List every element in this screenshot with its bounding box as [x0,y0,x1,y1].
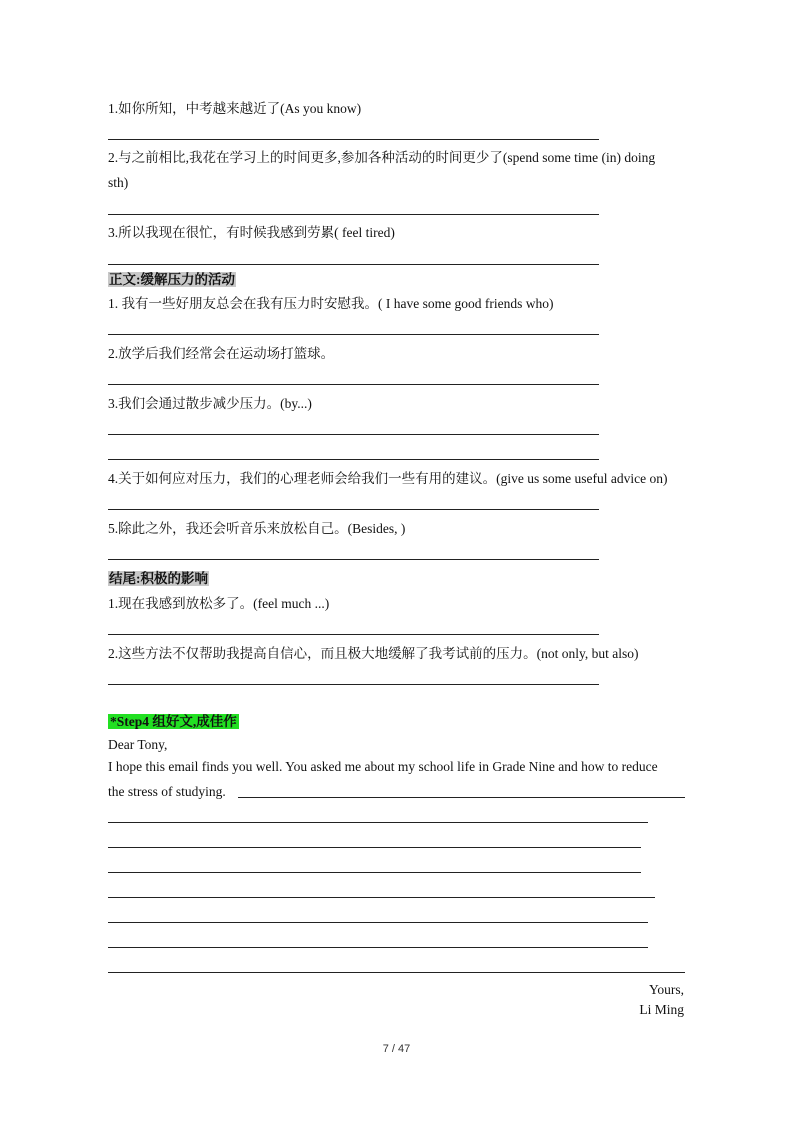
intro-item-3: 3.所以我现在很忙，有时候我感到劳累( feel tired) [108,225,395,240]
answer-line[interactable] [108,334,599,335]
letter-line-2: the stress of studying. [108,784,226,799]
letter-signature: Li Ming [639,1002,684,1017]
writing-line[interactable] [108,822,648,823]
writing-line[interactable] [108,872,641,873]
intro-item-2-cont: sth) [108,175,129,190]
body-item-4: 4.关于如何应对压力，我们的心理老师会给我们一些有用的建议。(give us some useful advice on) [108,471,668,486]
ending-item-2: 2.这些方法不仅帮助我提高自信心，而且极大地缓解了我考试前的压力。(not only, but also) [108,646,639,661]
body-item-1: 1. 我有一些好朋友总会在我有压力时安慰我。( I have some good friends who) [108,296,554,311]
writing-line[interactable] [238,797,685,798]
letter-greeting: Dear Tony, [108,737,168,752]
body-item-3: 3.我们会通过散步减少压力。(by...) [108,396,312,411]
answer-line[interactable] [108,384,599,385]
body-item-2: 2.放学后我们经常会在运动场打篮球。 [108,346,335,361]
writing-line[interactable] [108,947,648,948]
answer-line[interactable] [108,684,599,685]
section-heading-ending: 结尾:积极的影响 [109,571,208,586]
writing-line[interactable] [108,847,641,848]
letter-line-1: I hope this email finds you well. You asked me about my school life in Grade Nine and how to reduce [108,759,658,774]
answer-line[interactable] [108,214,599,215]
answer-line[interactable] [108,434,599,435]
intro-item-1: 1.如你所知，中考越来越近了(As you know) [108,101,362,116]
answer-line[interactable] [108,509,599,510]
writing-line[interactable] [108,897,655,898]
answer-line[interactable] [108,634,599,635]
page-number: 7 / 47 [382,1043,411,1055]
answer-line[interactable] [108,139,599,140]
intro-item-2: 2.与之前相比,我花在学习上的时间更多,参加各种活动的时间更少了(spend some time (in) doing [108,150,656,165]
step4-heading: *Step4 组好文,成佳作 [110,714,237,729]
ending-item-1: 1.现在我感到放松多了。(feel much ...) [108,596,330,611]
letter-closing: Yours, [648,982,684,997]
section-heading-body: 正文:缓解压力的活动 [109,272,235,287]
answer-line[interactable] [108,459,599,460]
answer-line[interactable] [108,559,599,560]
writing-line[interactable] [108,922,648,923]
body-item-5: 5.除此之外，我还会听音乐来放松自己。(Besides, ) [108,521,406,536]
answer-line[interactable] [108,264,599,265]
writing-line[interactable] [108,972,685,973]
